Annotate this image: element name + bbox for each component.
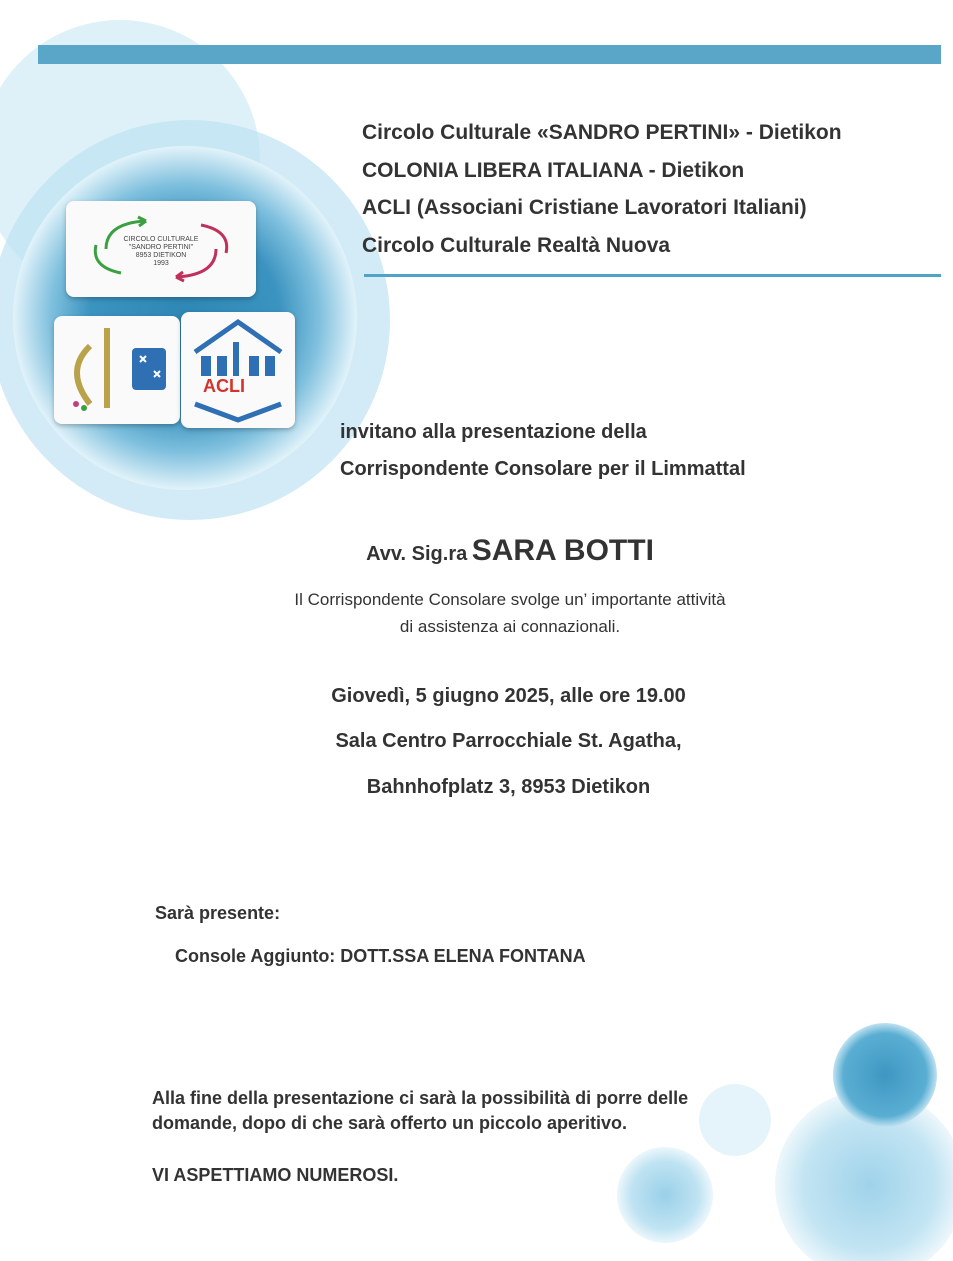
acli-logo-mark: ACLI xyxy=(203,376,245,396)
event-date: Giovedì, 5 giugno 2025, alle ore 19.00 xyxy=(331,685,686,707)
pertini-logo-line4: 1993 xyxy=(153,260,169,267)
organizer-pertini: Circolo Culturale «SANDRO PERTINI» - Dietikon xyxy=(362,121,842,144)
pertini-logo-line2: "SANDRO PERTINI" xyxy=(128,244,194,251)
bubble-bottom-right-dark xyxy=(833,1023,937,1127)
organizer-acli: ACLI (Associani Cristiane Lavoratori Italiani) xyxy=(362,196,807,219)
bubble-bottom-mid xyxy=(617,1147,713,1243)
cli-logo-mark xyxy=(54,316,55,317)
pertini-logo-line3: 8953 DIETIKON xyxy=(135,252,187,259)
invite-line1: invitano alla presentazione della xyxy=(340,421,647,443)
event-venue: Sala Centro Parrocchiale St. Agatha, xyxy=(335,730,682,752)
acli-logo xyxy=(181,312,295,428)
description-line1: Il Corrispondente Consolare svolge un’ importante attività xyxy=(294,590,726,609)
cli-logo-emblem-icon xyxy=(54,316,180,424)
event-address: Bahnhofplatz 3, 8953 Dietikon xyxy=(366,776,651,798)
invite-line2: Corrispondente Consolare per il Limmattal xyxy=(340,458,746,480)
bubble-bottom-small xyxy=(699,1084,771,1156)
speaker-name: SARA BOTTI xyxy=(471,534,654,567)
top-banner-bar xyxy=(38,45,941,64)
pertini-logo xyxy=(66,201,256,297)
acli-logo-emblem-icon xyxy=(181,312,295,428)
closing-line2: domande, dopo di che sarà offerto un piccolo aperitivo. xyxy=(152,1113,628,1133)
closing-farewell: VI ASPETTIAMO NUMEROSI. xyxy=(152,1165,399,1185)
presence-label: Sarà presente: xyxy=(155,903,281,923)
speaker-prefix: Avv. Sig.ra xyxy=(366,543,468,565)
organizer-colonia: COLONIA LIBERA ITALIANA - Dietikon xyxy=(362,159,745,182)
description-line2: di assistenza ai connazionali. xyxy=(399,617,621,636)
closing-line1: Alla fine della presentazione ci sarà la possibilità di porre delle xyxy=(152,1088,689,1108)
presence-guest: Console Aggiunto: DOTT.SSA ELENA FONTANA xyxy=(175,946,586,966)
speaker xyxy=(0,534,953,568)
organizer-realta-nuova: Circolo Culturale Realtà Nuova xyxy=(362,234,671,257)
cli-logo xyxy=(54,316,180,424)
pertini-logo-line1: CIRCOLO CULTURALE xyxy=(123,236,199,243)
header-divider xyxy=(364,274,941,277)
